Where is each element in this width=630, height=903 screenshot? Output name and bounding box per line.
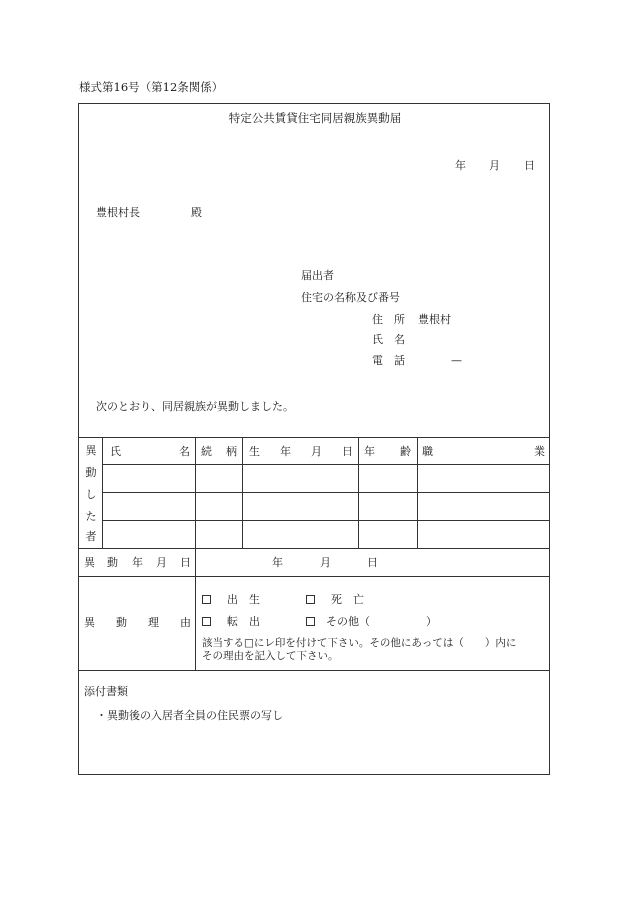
reason-label: 動 [116, 616, 127, 629]
side-char: 動 [85, 466, 97, 479]
phone-label: 電 話 [372, 354, 405, 367]
header-name: 名 [179, 445, 190, 458]
applicant-label: 届出者 [301, 269, 334, 282]
header-birth: 生 [249, 445, 260, 458]
date-month: 月 [489, 159, 500, 172]
change-date-day: 日 [367, 556, 378, 569]
reason-birth-label: 出 [227, 593, 238, 606]
reason-note: 該当する□にレ印を付けて下さい。その他にあっては（ ）内に [202, 637, 517, 649]
reason-moveout-label: 転 [227, 615, 238, 628]
header-birth: 年 [280, 445, 291, 458]
form-frame [78, 103, 550, 775]
reason-other-label: その他（ [326, 615, 370, 628]
address-value: 豊根村 [418, 313, 451, 326]
change-date-label: 月 [156, 556, 167, 569]
reason-birth-label: 生 [249, 593, 260, 606]
reason-label: 異 [84, 616, 95, 629]
name-label: 氏 名 [372, 333, 405, 346]
header-name: 氏 [110, 445, 121, 458]
form-number: 様式第16号（第12条関係） [79, 80, 224, 94]
header-job: 職 [422, 445, 433, 458]
header-relation: 続 [201, 445, 212, 458]
reason-birth-checkbox[interactable] [202, 594, 211, 605]
header-relation: 柄 [226, 445, 237, 458]
attachments-item: ・異動後の入居者全員の住民票の写し [96, 709, 283, 722]
reason-label: 由 [180, 616, 191, 629]
header-birth: 月 [311, 445, 322, 458]
side-char: た [85, 510, 97, 523]
header-birth: 日 [342, 445, 353, 458]
change-date-year: 年 [272, 556, 283, 569]
header-age: 齢 [400, 445, 411, 458]
date-year: 年 [455, 159, 466, 172]
reason-death-label: 亡 [353, 593, 364, 606]
change-date-label: 日 [180, 556, 191, 569]
change-date-label: 異 [84, 556, 95, 569]
header-job: 業 [534, 445, 545, 458]
header-age: 年 [364, 445, 375, 458]
addressee-honorific: 殿 [191, 206, 202, 219]
phone-dash: — [451, 354, 462, 367]
address-label: 住 所 [372, 313, 405, 326]
reason-death-label: 死 [331, 593, 342, 606]
reason-other-close: ） [426, 615, 437, 628]
statement: 次のとおり、同居親族が異動しました。 [96, 400, 294, 413]
date-day: 日 [524, 159, 535, 172]
reason-moveout-label: 出 [249, 615, 260, 628]
reason-label: 理 [148, 616, 159, 629]
side-char: し [85, 488, 97, 501]
form-title: 特定公共賃貸住宅同居親族異動届 [228, 111, 402, 125]
side-char: 異 [85, 444, 97, 457]
change-date-month: 月 [320, 556, 331, 569]
change-date-label: 動 [107, 556, 118, 569]
housing-label: 住宅の名称及び番号 [301, 291, 400, 304]
change-date-label: 年 [132, 556, 143, 569]
reason-other-checkbox[interactable] [306, 616, 315, 627]
side-char: 者 [85, 530, 97, 543]
reason-death-checkbox[interactable] [306, 594, 315, 605]
addressee-name: 豊根村長 [96, 206, 140, 219]
reason-note: その理由を記入して下さい。 [202, 650, 339, 662]
reason-moveout-checkbox[interactable] [202, 616, 211, 627]
attachments-label: 添付書類 [84, 685, 128, 698]
